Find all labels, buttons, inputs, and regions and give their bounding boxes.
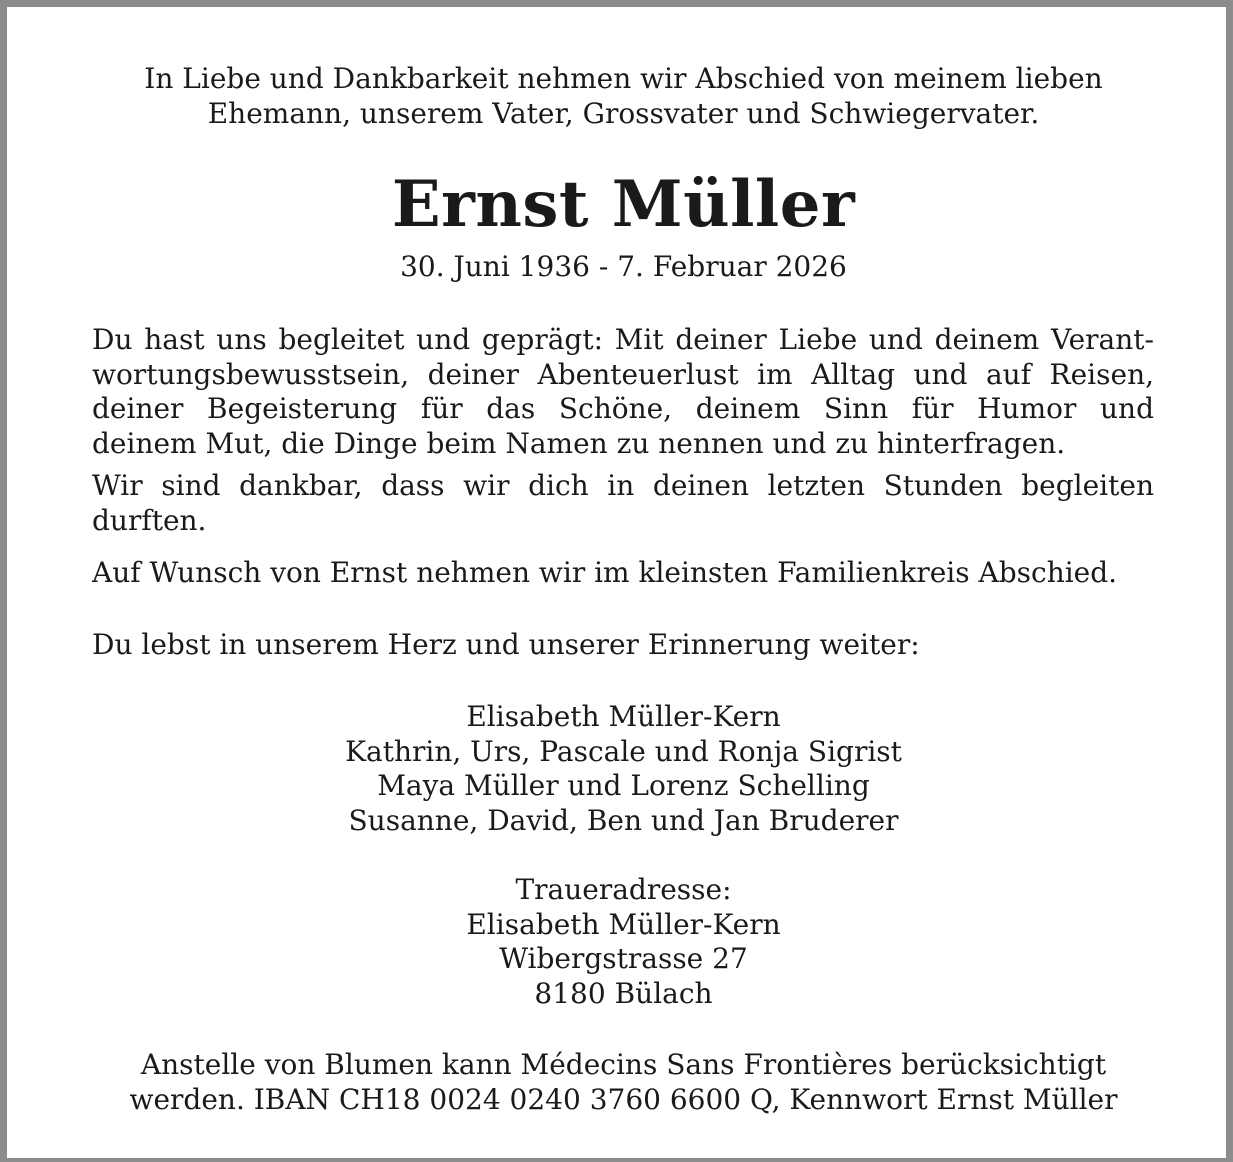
intro-text bbox=[7, 61, 1233, 131]
deceased-name: Ernst Müller bbox=[391, 167, 856, 242]
memory-paragraph: Du lebst in unserem Herz und unserer Erinnerung weiter: bbox=[92, 628, 920, 661]
mourner-name: Maya Müller und Lorenz Schelling bbox=[377, 769, 870, 802]
gratitude-line-2: durften. bbox=[92, 503, 207, 537]
tribute-line-1: Du hast uns begleitet und geprägt: Mit deiner Liebe und deinem Verant- bbox=[92, 323, 1154, 356]
donation-note bbox=[7, 1048, 1233, 1117]
mourner-name: Elisabeth Müller-Kern bbox=[466, 700, 781, 733]
mourner-name: Kathrin, Urs, Pascale und Ronja Sigrist bbox=[345, 734, 902, 768]
gratitude-line-1: Wir sind dankbar, dass wir dich in deinen letzten Stunden begleiten bbox=[92, 469, 1154, 502]
tribute-line-4: deinem Mut, die Dinge beim Namen zu nennen und zu hinterfragen. bbox=[92, 426, 1066, 460]
tribute-paragraph bbox=[92, 323, 1154, 461]
mourning-address bbox=[7, 873, 1233, 1011]
gratitude-paragraph bbox=[92, 469, 1154, 538]
address-city: 8180 Bülach bbox=[534, 976, 713, 1010]
intro-line-1: In Liebe und Dankbarkeit nehmen wir Abschied von meinem lieben bbox=[144, 62, 1103, 95]
tribute-line-2: wortungsbewusstsein, deiner Abenteuerlust im Alltag und auf Reisen, bbox=[92, 357, 1154, 391]
mourners-list bbox=[7, 700, 1233, 838]
address-name: Elisabeth Müller-Kern bbox=[466, 907, 781, 941]
address-label: Traueradresse: bbox=[515, 873, 732, 906]
life-dates: 30. Juni 1936 - 7. Februar 2026 bbox=[400, 250, 847, 283]
donation-line-2: werden. IBAN CH18 0024 0240 3760 6600 Q, Kennwort Ernst Müller bbox=[129, 1082, 1118, 1116]
intro-line-2: Ehemann, unserem Vater, Grossvater und Schwiegervater. bbox=[207, 97, 1040, 130]
address-street: Wibergstrasse 27 bbox=[499, 942, 748, 975]
farewell-paragraph: Auf Wunsch von Ernst nehmen wir im kleinsten Familienkreis Abschied. bbox=[92, 556, 1118, 589]
donation-line-1: Anstelle von Blumen kann Médecins Sans Frontières berücksichtigt bbox=[140, 1048, 1107, 1081]
tribute-line-3: deiner Begeisterung für das Schöne, deinem Sinn für Humor und bbox=[92, 392, 1154, 425]
mourner-name: Susanne, David, Ben und Jan Bruderer bbox=[348, 803, 899, 837]
